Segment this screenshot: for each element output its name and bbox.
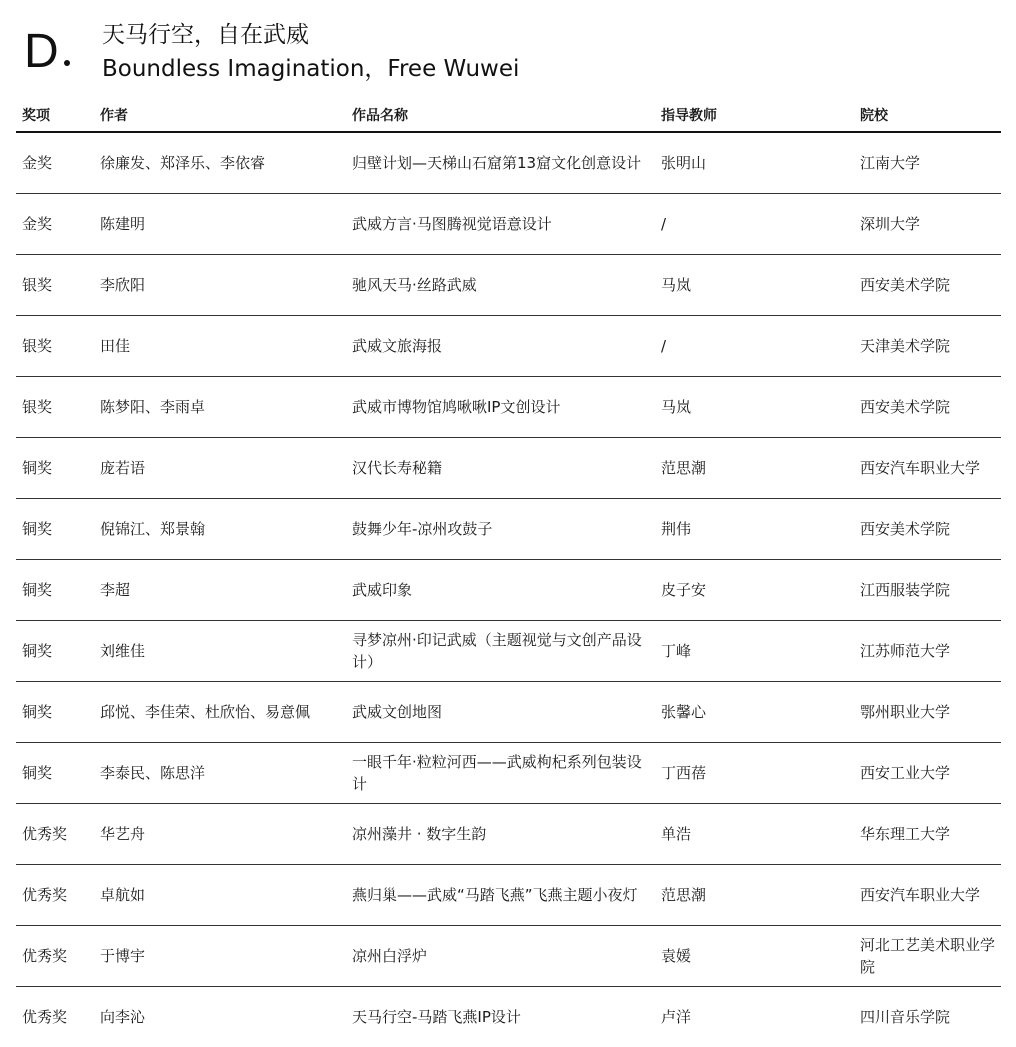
teacher-cell: 范思潮 — [655, 865, 854, 926]
work-cell: 武威印象 — [346, 560, 655, 621]
work-cell: 武威方言·马图腾视觉语意设计 — [346, 194, 655, 255]
table-row — [16, 621, 1001, 682]
school-cell: 华东理工大学 — [854, 804, 1001, 865]
school-cell: 河北工艺美术职业学院 — [854, 926, 1001, 987]
table-row — [16, 377, 1001, 438]
school-cell: 江南大学 — [854, 132, 1001, 194]
award-cell: 优秀奖 — [16, 804, 94, 865]
work-cell: 寻梦凉州·印记武威（主题视觉与文创产品设计） — [346, 621, 655, 682]
author-cell: 倪锦江、郑景翰 — [94, 499, 346, 560]
table-row — [16, 316, 1001, 377]
teacher-cell: 皮子安 — [655, 560, 854, 621]
author-cell: 李泰民、陈思洋 — [94, 743, 346, 804]
award-cell: 铜奖 — [16, 438, 94, 499]
teacher-cell: 丁西蓓 — [655, 743, 854, 804]
work-cell: 归壁计划—天梯山石窟第13窟文化创意设计 — [346, 132, 655, 194]
table-row — [16, 132, 1001, 194]
work-cell: 一眼千年·粒粒河西——武威枸杞系列包装设计 — [346, 743, 655, 804]
column-header-author: 作者 — [94, 99, 346, 132]
work-cell: 天马行空-马踏飞燕IP设计 — [346, 987, 655, 1047]
section-letter: D — [24, 26, 59, 78]
award-cell: 金奖 — [16, 132, 94, 194]
school-cell: 天津美术学院 — [854, 316, 1001, 377]
table-row — [16, 194, 1001, 255]
author-cell: 于博宇 — [94, 926, 346, 987]
column-header-teacher: 指导教师 — [655, 99, 854, 132]
school-cell: 西安美术学院 — [854, 499, 1001, 560]
author-cell: 李超 — [94, 560, 346, 621]
column-header-school: 院校 — [854, 99, 1001, 132]
work-cell: 凉州白浮炉 — [346, 926, 655, 987]
school-cell: 西安美术学院 — [854, 255, 1001, 316]
award-cell: 铜奖 — [16, 743, 94, 804]
school-cell: 江西服装学院 — [854, 560, 1001, 621]
author-cell: 徐廉发、郑泽乐、李依睿 — [94, 132, 346, 194]
award-cell: 铜奖 — [16, 621, 94, 682]
teacher-cell: 丁峰 — [655, 621, 854, 682]
award-cell: 铜奖 — [16, 499, 94, 560]
author-cell: 向李沁 — [94, 987, 346, 1047]
award-cell: 铜奖 — [16, 560, 94, 621]
award-cell: 优秀奖 — [16, 865, 94, 926]
author-cell: 陈建明 — [94, 194, 346, 255]
table-row — [16, 499, 1001, 560]
awards-table — [16, 99, 1001, 1047]
table-row — [16, 560, 1001, 621]
work-cell: 汉代长寿秘籍 — [346, 438, 655, 499]
teacher-cell: 单浩 — [655, 804, 854, 865]
award-cell: 银奖 — [16, 255, 94, 316]
author-cell: 刘维佳 — [94, 621, 346, 682]
teacher-cell: 马岚 — [655, 377, 854, 438]
teacher-cell: 张馨心 — [655, 682, 854, 743]
school-cell: 西安工业大学 — [854, 743, 1001, 804]
section-title-cn: 天马行空，自在武威 — [102, 20, 309, 50]
section-letter-dot — [64, 60, 70, 66]
award-cell: 金奖 — [16, 194, 94, 255]
teacher-cell: / — [655, 194, 854, 255]
school-cell: 四川音乐学院 — [854, 987, 1001, 1047]
author-cell: 邱悦、李佳荣、杜欣怡、易意佩 — [94, 682, 346, 743]
teacher-cell: 马岚 — [655, 255, 854, 316]
table-row — [16, 743, 1001, 804]
work-cell: 武威市博物馆鸠啾啾IP文创设计 — [346, 377, 655, 438]
award-cell: 铜奖 — [16, 682, 94, 743]
section-title-en: Boundless Imagination，Free Wuwei — [102, 54, 519, 84]
author-cell: 李欣阳 — [94, 255, 346, 316]
teacher-cell: 卢洋 — [655, 987, 854, 1047]
school-cell: 西安汽车职业大学 — [854, 865, 1001, 926]
author-cell: 卓航如 — [94, 865, 346, 926]
award-cell: 优秀奖 — [16, 987, 94, 1047]
school-cell: 深圳大学 — [854, 194, 1001, 255]
column-header-work: 作品名称 — [346, 99, 655, 132]
author-cell: 田佳 — [94, 316, 346, 377]
work-cell: 驰风天马·丝路武威 — [346, 255, 655, 316]
column-header-award: 奖项 — [16, 99, 94, 132]
teacher-cell: 范思潮 — [655, 438, 854, 499]
teacher-cell: 荆伟 — [655, 499, 854, 560]
work-cell: 鼓舞少年-凉州攻鼓子 — [346, 499, 655, 560]
award-cell: 银奖 — [16, 316, 94, 377]
table-row — [16, 865, 1001, 926]
teacher-cell: 袁媛 — [655, 926, 854, 987]
table-row — [16, 438, 1001, 499]
award-cell: 优秀奖 — [16, 926, 94, 987]
teacher-cell: / — [655, 316, 854, 377]
table-header-row — [16, 99, 1001, 132]
school-cell: 鄂州职业大学 — [854, 682, 1001, 743]
work-cell: 武威文创地图 — [346, 682, 655, 743]
table-row — [16, 255, 1001, 316]
teacher-cell: 张明山 — [655, 132, 854, 194]
award-cell: 银奖 — [16, 377, 94, 438]
table-row — [16, 926, 1001, 987]
work-cell: 凉州藻井 · 数字生韵 — [346, 804, 655, 865]
table-row — [16, 682, 1001, 743]
work-cell: 燕归巢——武威“马踏飞燕”飞燕主题小夜灯 — [346, 865, 655, 926]
school-cell: 江苏师范大学 — [854, 621, 1001, 682]
table-row — [16, 804, 1001, 865]
school-cell: 西安汽车职业大学 — [854, 438, 1001, 499]
author-cell: 陈梦阳、李雨卓 — [94, 377, 346, 438]
author-cell: 华艺舟 — [94, 804, 346, 865]
author-cell: 庞若语 — [94, 438, 346, 499]
work-cell: 武威文旅海报 — [346, 316, 655, 377]
school-cell: 西安美术学院 — [854, 377, 1001, 438]
